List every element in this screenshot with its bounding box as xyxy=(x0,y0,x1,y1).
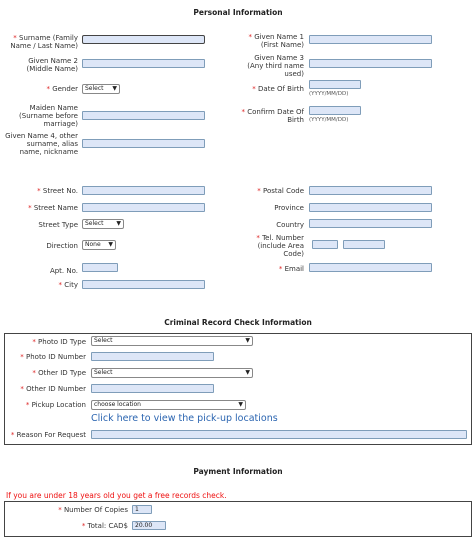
street-no-label: * Street No. xyxy=(37,187,78,195)
other-id-type-select[interactable]: Select ▼ xyxy=(91,368,253,378)
photo-id-number-label: * Photo ID Number xyxy=(20,353,86,361)
street-name-label: * Street Name xyxy=(28,204,78,212)
given-name-3-input[interactable] xyxy=(309,59,432,68)
dob-label: * Date Of Birth xyxy=(252,85,304,93)
city-input[interactable] xyxy=(82,280,205,289)
email-input[interactable] xyxy=(309,263,432,272)
dob-format-hint: (YYYY/MM/DD) xyxy=(309,91,349,97)
gender-select[interactable]: Select ▼ xyxy=(82,84,120,94)
chevron-down-icon: ▼ xyxy=(112,85,117,92)
chevron-down-icon: ▼ xyxy=(245,337,250,344)
total-label: * Total: CAD$ xyxy=(81,522,128,530)
personal-section-title: Personal Information xyxy=(193,8,283,17)
pickup-location-select[interactable]: choose location ▼ xyxy=(91,400,246,410)
other-id-number-label: * Other ID Number xyxy=(20,385,86,393)
photo-id-number-input[interactable] xyxy=(91,352,214,361)
street-type-select[interactable]: Select ▼ xyxy=(82,219,124,229)
street-no-input[interactable] xyxy=(82,186,205,195)
apt-no-input[interactable] xyxy=(82,263,118,272)
payment-section-title: Payment Information xyxy=(193,467,283,476)
chevron-down-icon: ▼ xyxy=(108,241,113,248)
confirm-dob-format-hint: (YYYY/MM/DD) xyxy=(309,117,349,123)
surname-label: * Surname (Family Name / Last Name) xyxy=(10,34,78,50)
other-id-type-label: * Other ID Type xyxy=(32,369,86,377)
tel-number-input[interactable] xyxy=(343,240,385,249)
pickup-location-label: * Pickup Location xyxy=(25,401,86,409)
dob-input[interactable] xyxy=(309,80,361,89)
direction-select[interactable]: None ▼ xyxy=(82,240,116,250)
number-of-copies-input[interactable]: 1 xyxy=(132,505,152,514)
street-type-label: Street Type xyxy=(38,221,78,229)
total-amount-field: 20.00 xyxy=(132,521,166,530)
province-input[interactable] xyxy=(309,203,432,212)
other-id-number-input[interactable] xyxy=(91,384,214,393)
postal-code-label: * Postal Code xyxy=(257,187,304,195)
chevron-down-icon: ▼ xyxy=(245,369,250,376)
tel-number-label: * Tel. Number (include Area Code) xyxy=(256,234,304,258)
given-name-4-input[interactable] xyxy=(82,139,205,148)
given-name-3-label: Given Name 3 (Any third name used) xyxy=(247,54,304,78)
criminal-section-title: Criminal Record Check Information xyxy=(164,318,312,327)
apt-no-label: Apt. No. xyxy=(49,267,78,275)
photo-id-type-label: * Photo ID Type xyxy=(32,338,86,346)
given-name-4-label: Given Name 4, other surname, alias name, nickname xyxy=(5,132,78,156)
photo-id-type-select[interactable]: Select ▼ xyxy=(91,336,253,346)
email-label: * Email xyxy=(278,265,304,273)
maiden-name-input[interactable] xyxy=(82,111,205,120)
given-name-2-label: Given Name 2 (Middle Name) xyxy=(26,57,78,73)
required-marker: * xyxy=(13,34,17,42)
given-name-2-input[interactable] xyxy=(82,59,205,68)
given-name-1-label: * Given Name 1 (First Name) xyxy=(248,33,304,49)
maiden-name-label: Maiden Name (Surname before marriage) xyxy=(19,104,78,128)
country-label: Country xyxy=(276,221,304,229)
gender-label: * Gender xyxy=(46,85,78,93)
country-input[interactable] xyxy=(309,219,432,228)
street-name-input[interactable] xyxy=(82,203,205,212)
tel-area-code-input[interactable] xyxy=(312,240,338,249)
reason-for-request-input[interactable] xyxy=(91,430,467,439)
confirm-dob-input[interactable] xyxy=(309,106,361,115)
reason-for-request-label: * Reason For Request xyxy=(10,431,86,439)
given-name-1-input[interactable] xyxy=(309,35,432,44)
province-label: Province xyxy=(274,204,304,212)
pickup-locations-link[interactable]: Click here to view the pick-up locations xyxy=(91,413,278,424)
chevron-down-icon: ▼ xyxy=(238,401,243,408)
city-label: * City xyxy=(58,281,78,289)
surname-input[interactable] xyxy=(82,35,205,44)
postal-code-input[interactable] xyxy=(309,186,432,195)
confirm-dob-label: * Confirm Date Of Birth xyxy=(241,108,304,124)
direction-label: Direction xyxy=(46,242,78,250)
chevron-down-icon: ▼ xyxy=(116,220,121,227)
free-check-notice: If you are under 18 years old you get a free records check. xyxy=(6,491,227,500)
number-of-copies-label: * Number Of Copies xyxy=(58,506,128,514)
